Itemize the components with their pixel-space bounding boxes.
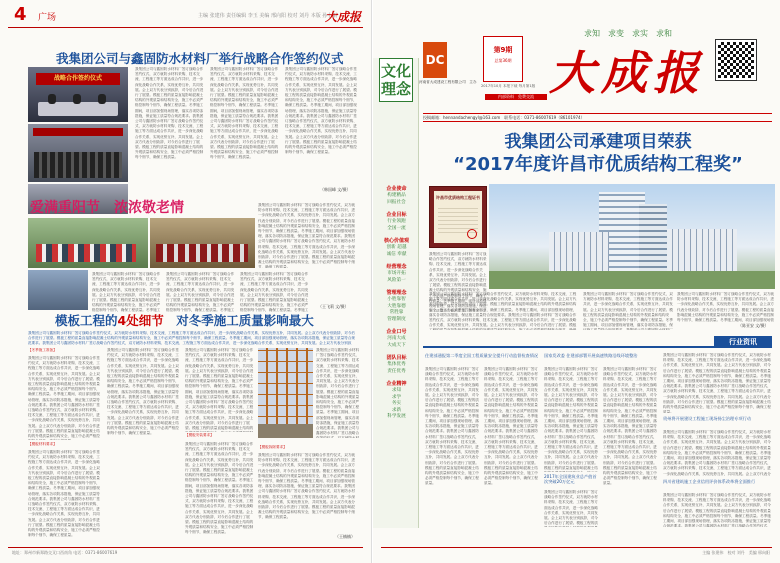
chongyang-column-2 — [166, 272, 236, 312]
news3-title: 2017年全国建筑业总产值首次突破20万亿元 — [544, 474, 597, 485]
signing-banner: 战略合作签约仪式 — [36, 73, 120, 85]
chongyang-title: 爱满重阳节 浓浓敬老情 — [30, 200, 184, 216]
culture-item — [376, 329, 417, 349]
headline-signing: 我集团公司与鑫固防水材料厂举行战略合作签约仪式 — [56, 51, 344, 66]
certificate-title: 许昌市优质结构工程证书 — [436, 195, 480, 200]
award-column-2 — [429, 292, 579, 330]
culture-item-head: 企业使命 — [386, 186, 407, 192]
news4-title: 贵州将开展建设工程施工现场扬尘治理专项行动 — [663, 416, 751, 421]
formwork-lead — [28, 331, 358, 345]
formwork-subheading-2: 【模板材料要求】 — [28, 442, 57, 446]
page-number: 4 — [14, 4, 27, 25]
formwork-byline: （王楠楠） — [335, 534, 355, 539]
culture-item-body: 行业领跑 全国一流 — [387, 219, 406, 231]
header-meta: 主编 张建伟 责任编辑 李玉 美编 邢向阳 校对 刘丹 本版 孙小雨 — [198, 13, 338, 19]
headline-award-top: 我集团公司承建项目荣获 — [504, 132, 692, 152]
chongyang-column-3 — [240, 272, 310, 312]
culture-item — [376, 212, 417, 232]
news3-column-1 — [544, 490, 600, 527]
news1-column-1 — [425, 367, 481, 527]
chongyang-text-right — [258, 203, 358, 268]
left-newspaper-page — [0, 0, 372, 563]
culture-item-head: 核心价值观 — [383, 238, 409, 244]
signing-column-1 — [135, 67, 205, 194]
news2-column-1 — [544, 367, 600, 472]
issue-date: 2017年10月 本报下载 每月第1版 — [481, 84, 536, 88]
news2-title: 国家发改委 住建部部署开展高速铁路沿线环境整治 — [544, 353, 638, 358]
formwork-column-1 — [28, 356, 103, 440]
culture-item — [376, 355, 417, 375]
award-column-4 — [677, 292, 775, 322]
culture-item-head: 团队目标 — [386, 355, 407, 361]
right-newspaper-page — [373, 0, 780, 563]
culture-item-body: 求知 求学 务实 求新 科学发展 — [387, 388, 406, 419]
formwork-column-3 — [185, 348, 255, 432]
chongyang-byline: （王飞莉 文/摄） — [318, 304, 349, 309]
news1-column-2 — [484, 367, 540, 527]
news5-title: 四川省建筑施工企业信用评价体系改革将全面推行 — [663, 479, 756, 484]
internal-tag: 内部资料 免费交流 — [485, 94, 547, 100]
certificate-image — [429, 186, 487, 248]
formwork-column-3b — [185, 442, 255, 540]
culture-item — [376, 290, 417, 323]
headline-award-main: “2017年度许昌市优质结构工程奖” — [453, 154, 743, 175]
masthead-title: 大成报 — [549, 46, 705, 100]
signing-column-2 — [210, 67, 280, 194]
culture-title: 文化理念 — [379, 58, 413, 102]
culture-item — [376, 238, 417, 258]
chongyang-photo-3 — [28, 270, 88, 310]
culture-item-head: 管理理念 — [386, 290, 407, 296]
chongyang-photo-2 — [150, 218, 255, 268]
culture-item-body: 集体优秀 责任优秀 — [387, 362, 406, 374]
culture-item-body: 市场开拓 风险第一 — [387, 271, 406, 283]
formwork-subheading-3: 【模板安装要求】 — [185, 433, 214, 437]
scaffold-photo — [258, 348, 313, 438]
culture-item-body: 小胜靠智 大胜靠德 常胜靠 管理制度 — [387, 297, 406, 322]
news1-title: 住建部通报第二季度全国工程质量安全提升行动监督检查情况 — [425, 353, 539, 358]
left-page-header — [8, 6, 363, 28]
culture-item-head: 企业目标 — [386, 212, 407, 218]
culture-item-head: 企业口号 — [386, 329, 407, 335]
culture-item-body: 创新 超越 诚信 奉献 — [386, 245, 407, 257]
signing-group-photo — [28, 124, 128, 182]
culture-values-list — [376, 186, 417, 427]
industry-news-title: 行业资讯 — [714, 336, 772, 348]
chongyang-column-1 — [92, 272, 162, 312]
formwork-subheading-4: 【模板拆除要求】 — [258, 445, 287, 449]
page-section: 广场 — [38, 13, 57, 23]
signing-column-3 — [285, 67, 357, 187]
issue-number: 第9期 — [493, 46, 513, 54]
headline-formwork-part1: 模板工程的 — [55, 313, 118, 328]
qr-code-icon — [716, 40, 756, 80]
left-footer: 地址：郑州市新郑路交叉口西南角 电话：0371-86007619 — [12, 550, 118, 555]
headline-formwork — [55, 311, 314, 329]
formwork-column-4 — [316, 348, 360, 438]
news2-column-2 — [603, 367, 659, 527]
formwork-column-5 — [258, 453, 358, 533]
issue-box — [483, 36, 523, 82]
contact-line: 投稿邮箱：hennandachengyl@163.com 联系电话：0371-86007619（86101974） — [423, 113, 772, 122]
news4-column — [663, 430, 773, 476]
culture-column — [373, 58, 419, 528]
culture-item-head: 企业精神 — [386, 381, 407, 387]
chongyang-photo-1 — [28, 218, 148, 268]
issue-total: 总第36期 — [494, 58, 512, 63]
culture-item — [376, 186, 417, 206]
culture-item — [376, 264, 417, 284]
news2-column-3 — [663, 353, 773, 413]
industry-news-bar — [423, 336, 772, 348]
headline-formwork-highlight: 4处细节 — [117, 313, 164, 328]
formwork-column-1b — [28, 450, 103, 540]
award-byline: （陈亚安 文/摄） — [738, 323, 769, 328]
right-footer: 主编 张建伟 校对 刘丹 美编 邢向阳 — [702, 550, 770, 555]
news5-column — [663, 493, 773, 527]
award-column-3 — [583, 292, 673, 330]
signing-byline: （韩国峰 文/摄） — [320, 187, 351, 192]
culture-item-head: 经营理念 — [386, 264, 407, 270]
culture-item-body: 构建精品 回报社会 — [387, 193, 406, 205]
publisher: 河南省大成建设工程有限公司 主办 — [419, 80, 477, 84]
headline-formwork-part2: 对冬季施工质量影响最大 — [176, 313, 314, 328]
company-logo-icon: DC — [423, 42, 447, 78]
formwork-subheading-1: 【冬季施工准备】 — [28, 348, 57, 352]
formwork-column-2 — [107, 348, 182, 540]
masthead-slogans: 求知 求变 求实 求和 — [584, 29, 672, 38]
building-photo — [489, 184, 775, 289]
culture-item-body: 河南大成 大成天下 — [387, 336, 406, 348]
signing-stage-photo — [28, 67, 128, 122]
small-masthead-logo: 大成报 — [324, 10, 361, 24]
culture-item — [376, 381, 417, 421]
